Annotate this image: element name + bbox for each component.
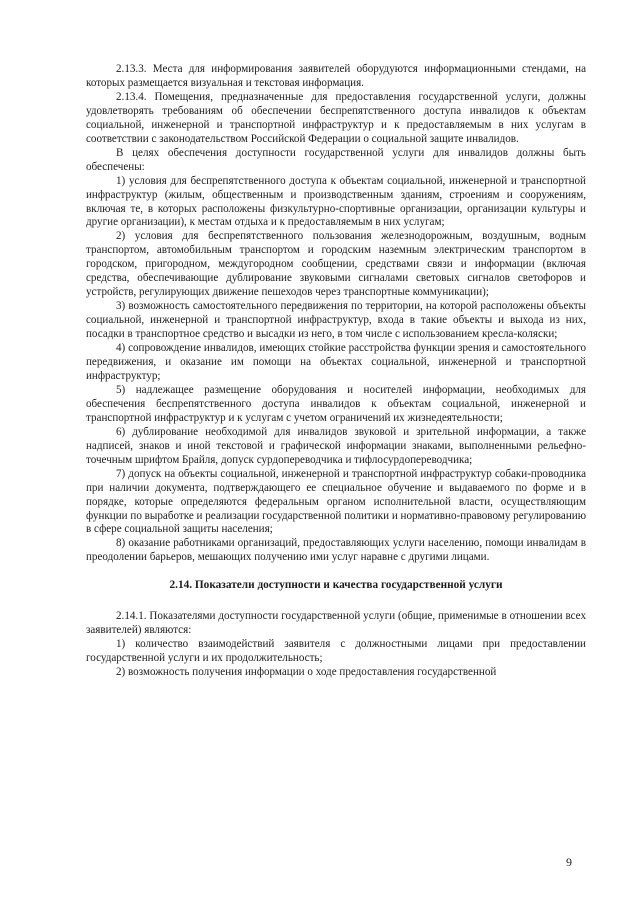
paragraph: 2.14.1. Показателями доступности государственной услуги (общие, применимые в отношении всех заявителей) являются: bbox=[86, 610, 586, 637]
list-item: 1) условия для беспрепятственного доступа к объектам социальной, инженерной и транспортной инфраструктур (жилым, общественным и производственным зданиям, строениям и сооружениям, включая те, в которых расположены физкультурно-спортивные организации, организации культуры и другие организации), к местам отдыха и к предоставляемым в них услугам; bbox=[86, 174, 586, 229]
list-item: 3) возможность самостоятельного передвижения по территории, на которой расположены объекты социальной, инженерной и транспортной инфраструктур, входа в такие объекты и выхода из них, посадки в транспортное средство и высадки из него, в том числе с использованием кресла-коляски; bbox=[86, 300, 586, 341]
list-item: 2) возможность получения информации о ходе предоставления государственной bbox=[116, 666, 497, 679]
list-item: 5) надлежащее размещение оборудования и носителей информации, необходимых для обеспечения беспрепятственного доступа инвалидов к объектам социальной, инженерной и транспортной инфраструктур и к услугам с учетом ограничений их жизнедеятельности; bbox=[86, 383, 586, 424]
list-item: 6) дублирование необходимой для инвалидов звуковой и зрительной информации, а также надписей, знаков и иной текстовой и графической информации знаками, выполненными рельефно-точечным шрифтом Брайля, допуск сурдопереводчика и тифлосурдопереводчика; bbox=[86, 425, 586, 466]
document-body bbox=[86, 63, 586, 680]
list-item: 8) оказание работниками организаций, предоставляющих услуги населению, помощи инвалидам в преодолении барьеров, мешающих получению ими услуг наравне с другими лицами. bbox=[86, 537, 586, 564]
paragraph: 2.13.3. Места для информирования заявителей оборудуются информационными стендами, на которых размещается визуальная и текстовая информация. bbox=[86, 63, 586, 89]
section-heading: 2.14. Показатели доступности и качества государственной услуги bbox=[169, 579, 503, 592]
list-item: 7) допуск на объекты социальной, инженерной и транспортной инфраструктур собаки-проводника при наличии документа, подтверждающего ее специальное обучение и выдаваемого по форме и в порядке, которые определяются федеральным органом исполнительной власти, осуществляющим функции по выработке и реализации государственной политики и нормативно-правовому регулированию в сфере социальной защиты населения; bbox=[86, 467, 586, 536]
paragraph: 2.13.4. Помещения, предназначенные для предоставления государственной услуги, должны удовлетворять требованиям об обеспечении беспрепятственного доступа инвалидов к объектам социальной, инженерной и транспортной инфраструктур и к предоставляемым в них услугам в соответствии с законодательством Российской Федерации о социальной защите инвалидов. bbox=[86, 90, 586, 145]
list-item: 2) условия для беспрепятственного пользования железнодорожным, воздушным, водным транспортом, автомобильным транспортом и городским наземным электрическим транспортом в городском, пригородном, междугородном сообщении, средствами связи и информации (включая средства, обеспечивающие дублирование звуковыми сигналами световых сигналов светофоров и устройств, регулирующих движение пешеходов через транспортные коммуникации); bbox=[86, 230, 586, 299]
list-item: 4) сопровождение инвалидов, имеющих стойкие расстройства функции зрения и самостоятельного передвижения, и оказание им помощи на объектах социальной, инженерной и транспортной инфраструктур; bbox=[86, 342, 586, 382]
list-item: 1) количество взаимодействий заявителя с должностными лицами при предоставлении государственной услуги и их продолжительность; bbox=[86, 638, 586, 665]
page-number: 9 bbox=[566, 855, 572, 869]
paragraph: В целях обеспечения доступности государственной услуги для инвалидов должны быть обеспечены: bbox=[86, 146, 586, 173]
